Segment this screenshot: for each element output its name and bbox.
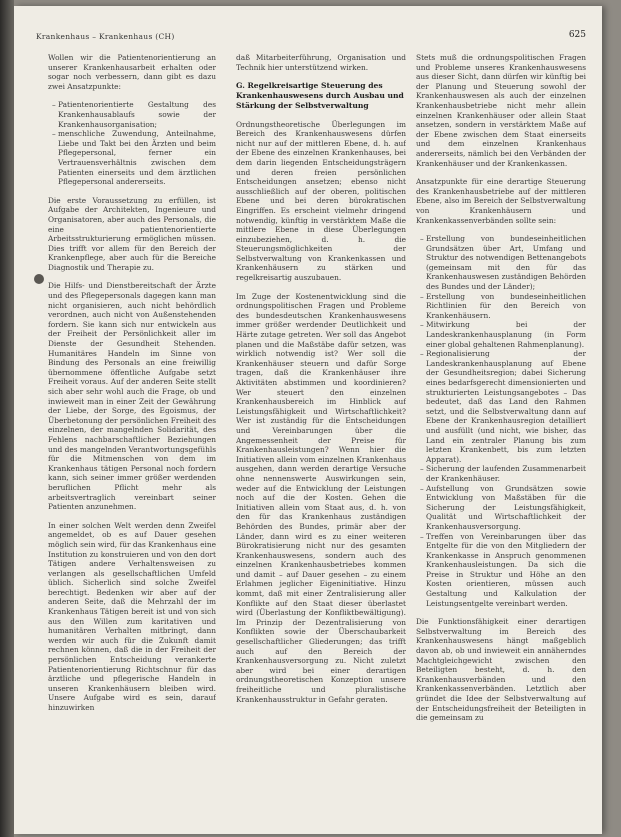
paragraph: Ansatzpunkte für eine derartige Steuerung des Krankenhausbetriebe auf der mittleren Ebene, also im Bereich der Selbstverwaltung von Krankenhäusern und Krankenkassenverbänden sollte sein: [416, 177, 586, 225]
bullet-list [48, 100, 216, 186]
list-item: – Mitwirkung bei der Landeskrankenhausplanung (in Form einer global gehaltenen Rahmenplanung). [426, 320, 586, 349]
list-item: – Erstellung von bundeseinheitlichen Richtlinien für den Bereich von Krankenhäusern. [426, 292, 586, 321]
book-spine [0, 0, 14, 837]
column-left [48, 53, 216, 826]
list-item: – Patientenorientierte Gestaltung des Krankenhausablaufs sowie der Krankenhausorganisation; [58, 100, 216, 129]
binding-hole [34, 274, 44, 284]
paragraph: Die Hilfs- und Dienstbereitschaft der Ärzte und des Pflegepersonals dagegen kann man nicht organisieren, auch nicht behördlich verordnen, auch nicht von Außenstehenden fordern. Sie kann sich nur entwickeln aus der Freiheit der Persönlichkeit aller im Dienste der Gesundheit Stehenden. Humanitäres Handeln im Sinne von Bindung des Personals an eine freiwillig übernommene öffentliche Aufgabe setzt Freiheit voraus. Auf der anderen Seite stellt sich aber sehr wohl auch die Frage, ob und inwieweit man in einer Zeit der Gewährung der Liebe, der Sorge, des Egoismus, der Überbetonung der persönlichen Freiheit des einzelnen, der mangelnden Solidarität, des Fehlens nachbarschaftlicher Beziehungen und des mangelnden Verantwortungsgefühls für die Mitmenschen von dem im Krankenhaus tätigen Personal noch fordern kann, sich seiner immer größer werdenden beruflichen Pflicht mehr als arbeitsvertraglich vereinbart seiner Patienten anzunehmen. [48, 281, 216, 512]
list-item: – Regionalisierung der Landeskrankenhausplanung auf Ebene der Gesundheitsregion; dabei Sicherung eines bedarfsgerecht dimensionierten und strukturierten Leistungsangebotes – Das bedeutet, daß das Land den Rahmen setzt, und die Selbstverwaltung dann auf Ebene der Krankenhausregion detailliert und ausfüllt (und nicht, wie bisher, das Land ein zentraler Planung bis zum letzten Krankenbett, bis zum letzten Apparat). [426, 349, 586, 464]
paragraph: Wollen wir die Patientenorientierung an unserer Krankenhausarbeit erhalten oder sogar noch verbessern, dann gibt es dazu zwei Ansatzpunkte: [48, 53, 216, 91]
paragraph: In einer solchen Welt werden denn Zweifel angemeldet, ob es auf Dauer gesehen möglich sein wird, für das Krankenhaus eine Institution zu konstruieren und von den dort Tätigen andere Verhaltensweisen zu verlangen als gesellschaftlichen Umfeld üblich. Sicherlich sind solche Zweifel berechtigt. Bedenken wir aber auf der anderen Seite, daß die Mehrzahl der im Krankenhaus Tätigen bereit ist und von sich aus den Willen zum karitativen und humanitären Verhalten mitbringt, dann werden wir auch für die Zukunft damit rechnen können, daß die in der Freiheit der persönlichen Entscheidung verankerte Patientenorientierung Richtschnur für das ärztliche und pflegerische Handeln in unseren Krankenhäusern bleiben wird. Unsere Aufgabe wird es sein, darauf hinzuwirken [48, 520, 216, 712]
page-number: 625 [568, 30, 586, 40]
running-head: Krankenhaus – Krankenhaus (CH) [36, 32, 175, 41]
paragraph: Im Zuge der Kostenentwicklung sind die ordnungspolitischen Fragen und Probleme des bundesdeutschen Krankenhauswesens immer größer werdender Deutlichkeit und Härte zutage getreten. Wer soll das Angebot planen und die Maßstäbe dafür setzen, was wirklich notwendig ist? Wer soll die Krankenhäuser steuern und dafür Sorge tragen, daß die Krankenhäuser ihre Aktivitäten abstimmen und koordinieren? Wer steuert den einzelnen Krankenhausbereich im Hinblick auf Leistungsfähigkeit und Wirtschaftlichkeit? Wer ist zuständig für die Entscheidungen und Vereinbarungen über die Angemessenheit der Preise für Krankenhausleistungen? Wenn hier die Initiativen allein vom einzelnen Krankenhaus ausgehen, dann werden derartige Versuche ohne nennenswerte Auswirkungen sein, weder auf die Entwicklung der Leistungen noch auf die der Kosten. Gehen die Initiativen allein vom Staat aus, d. h. von den für das Krankenhaus zuständigen Behörden des Bundes, primär aber der Länder, dann wird es zu einer weiteren Bürokratisierung nicht nur des gesamten Krankenhauswesens, sondern auch des einzelnen Krankenhausbetriebes kommen und damit – auf Dauer gesehen – zu einem Erlahmen jeglicher Eigeninitiative. Hinzu kommt, daß mit einer Zentralisierung aller Konflikte auf den Staat dieser überlastet wird (Überlastung der Konfliktbewältigung). Im Prinzip der Dezentralisierung von Konflikten sowie der Überschaubarkeit gesellschaftlicher Gliederungen; das trifft auch auf den Bereich der Krankenhausversorgung zu. Nicht zuletzt aber wird bei einer derartigen ordnungstheoretischen Konzeption unsere freiheitliche und pluralistische Krankenhausstruktur in Gefahr geraten. [236, 291, 406, 704]
list-item: – Treffen von Vereinbarungen über das Entgelte für die von den Mitgliedern der Krankenkasse in Anspruch genommenen Krankenhausleistungen. Da sich die Preise in Struktur und Höhe an den Kosten orientieren, müssen auch Gestaltung und Kalkulation der Leistungsentgelte vereinbart werden. [426, 532, 586, 609]
paragraph: Ordnungstheoretische Überlegungen im Bereich des Krankenhauswesens dürfen nicht nur auf der mittleren Ebene, d. h. auf der Ebene des einzelnen Krankenhauses, bei dem darin liegenden Entscheidungsträgern und deren freien persönlichen Entscheidungen ansetzen; ebenso nicht ausschließlich auf der oberen, politischen Ebene und bei deren bürokratischen Eingriffen. Es erscheint vielmehr dringend notwendig, künftig in verstärktem Maße die mittlere Ebene in diese Überlegungen einzubeziehen, d. h. die Steuerungsmöglichkeiten der Selbstverwaltung von Krankenkassen und Krankenhäusern zu stärken und regelkreisartig auszubauen. [236, 119, 406, 283]
list-item: – Erstellung von bundeseinheitlichen Grundsätzen über Art, Umfang und Struktur des notwendigen Bettenangebots (gemeinsam mit den für das Krankenhauswesen zuständigen Behörden des Bundes und der Länder); [426, 234, 586, 292]
paragraph: Stets muß die ordnungspolitischen Fragen und Probleme unseres Krankenhauswesens aus dieser Sicht, dann dürfen wir künftig bei der Planung und Steuerung sowohl der Krankenhauswesen als auch der einzelnen Krankenhausbetriebe nicht mehr allein einzelnen Krankenhäuser oder allein Staat ansetzen, sondern in verstärktem Maße auf der Ebene zwischen dem Staat einerseits und dem einzelnen Krankenhaus andererseits, nämlich bei den Verbänden der Krankenhäuser und der Krankenkassen. [416, 53, 586, 168]
column-right [416, 53, 586, 826]
paragraph: daß Mitarbeiterführung, Organisation und Technik hier unterstützend wirken. [236, 53, 406, 72]
section-heading: G. Regelkreisartige Steuerung des Krankenhauswesens durch Ausbau und Stärkung der Selbstverwaltung [236, 81, 404, 110]
paragraph: Die erste Voraussetzung zu erfüllen, ist Aufgabe der Architekten, Ingenieure und Organisatoren, aber auch des Personals, die eine patientenorientierte Arbeitsstrukturierung ermöglichen müssen. Dies trifft vor allem für den Bereich der Krankenpflege, aber auch für die Bereiche Diagnostik und Therapie zu. [48, 195, 216, 272]
book-page [14, 6, 602, 834]
column-middle [236, 53, 406, 826]
bullet-list [416, 234, 586, 608]
list-item: – menschliche Zuwendung, Anteilnahme, Liebe und Takt bei den Ärzten und beim Pflegepersonal, ferner ein Vertrauensverhältnis zwischen dem Patienten einerseits und dem ärztlichen Pflegepersonal andererseits. [58, 129, 216, 187]
paragraph: Die Funktionsfähigkeit einer derartigen Selbstverwaltung im Bereich des Krankenhauswesens hängt maßgeblich davon ab, ob und inwieweit ein annäherndes Machtgleichgewicht zwischen den Beteiligten besteht, d. h. den Krankenhausverbänden und den Krankenkassenverbänden. Letztlich aber gründet die Idee der Selbstverwaltung auf der Entscheidungsfreiheit der Beteiligten in die gemeinsam zu [416, 617, 586, 723]
list-item: – Aufstellung von Grundsätzen sowie Entwicklung von Maßstäben für die Sicherung der Leistungsfähigkeit, Qualität und Wirtschaftlichkeit der Krankenhausversorgung. [426, 484, 586, 532]
list-item: – Sicherung der laufenden Zusammenarbeit der Krankenhäuser. [426, 464, 586, 483]
